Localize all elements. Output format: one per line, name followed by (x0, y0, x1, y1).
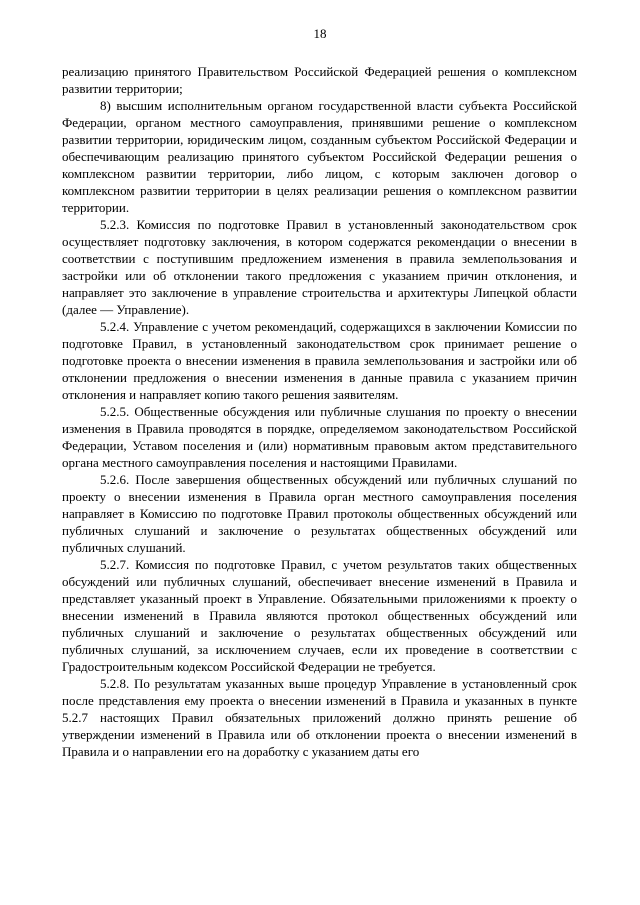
paragraph-item-8: 8) высшим исполнительным органом государственной власти субъекта Российской Федерации, органом местного самоуправления, принявшими решение о комплексном развитии территории, юридическим лицом, созданным субъектом Российской Федерации и обеспечивающим реализацию принятого субъектом Российской Федерации решения о комплексном развитии территории, либо лицом, с которым заключен договор о комплексном развитии территории в целях реализации решения о комплексном развитии территории. (62, 98, 577, 215)
paragraph-5-2-5: 5.2.5. Общественные обсуждения или публичные слушания по проекту о внесении изменения в Правила проводятся в порядке, определяемом законодательством Российской Федерации, Уставом поселения и (или) нормативным правовым актом представительного органа местного самоуправления поселения и настоящими Правилами. (62, 404, 577, 470)
paragraph-5-2-8: 5.2.8. По результатам указанных выше процедур Управление в установленный срок после представления ему проекта о внесении изменений в Правила и указанных в пункте 5.2.7 настоящих Правил обязательных приложений должно принять решение об утверждении изменений в Правила или об отклонении проекта о внесении изменений в Правила и о направлении его на доработку с указанием даты его (62, 676, 577, 759)
page-number: 18 (313, 26, 327, 41)
paragraph-5-2-4: 5.2.4. Управление с учетом рекомендаций, содержащихся в заключении Комиссии по подготовке Правил, в установленный законодательством срок принимает решение о подготовке проекта о внесении изменения в правила землепользования и застройки или об отклонении предложения о внесении изменения в данные правила с указанием причин отклонения и направляет копию такого решения заявителям. (62, 319, 577, 402)
paragraph-continuation: реализацию принятого Правительством Российской Федерацией решения о комплексном развитии территории; (62, 64, 577, 96)
paragraph-5-2-7: 5.2.7. Комиссия по подготовке Правил, с учетом результатов таких общественных обсуждений или публичных слушаний, обеспечивает внесение изменений в Правила и представляет указанный проект в Управление. Обязательными приложениями к проекту о внесении изменений в Правила являются протокол общественных обсуждений или публичных слушаний и заключение о результатах общественных обсуждений или публичных слушаний, за исключением случаев, если их проведение в соответствии с Градостроительным кодексом Российской Федерации не требуется. (62, 557, 577, 674)
paragraph-5-2-3: 5.2.3. Комиссия по подготовке Правил в установленный законодательством срок осуществляет подготовку заключения, в котором содержатся рекомендации о внесении в соответствии с поступившим предложением изменения в правила землепользования и застройки или об отклонении такого предложения с указанием причин отклонения, и направляет это заключение в управление строительства и архитектуры Липецкой области (далее — Управление). (62, 217, 577, 317)
paragraph-5-2-6: 5.2.6. После завершения общественных обсуждений или публичных слушаний по проекту о внесении изменения в Правила орган местного самоуправления поселения направляет в Комиссию по подготовке Правил протоколы общественных обсуждений или публичных слушаний и заключение о результатах общественных обсуждений или публичных слушаний. (62, 472, 577, 555)
body-text (62, 63, 577, 760)
